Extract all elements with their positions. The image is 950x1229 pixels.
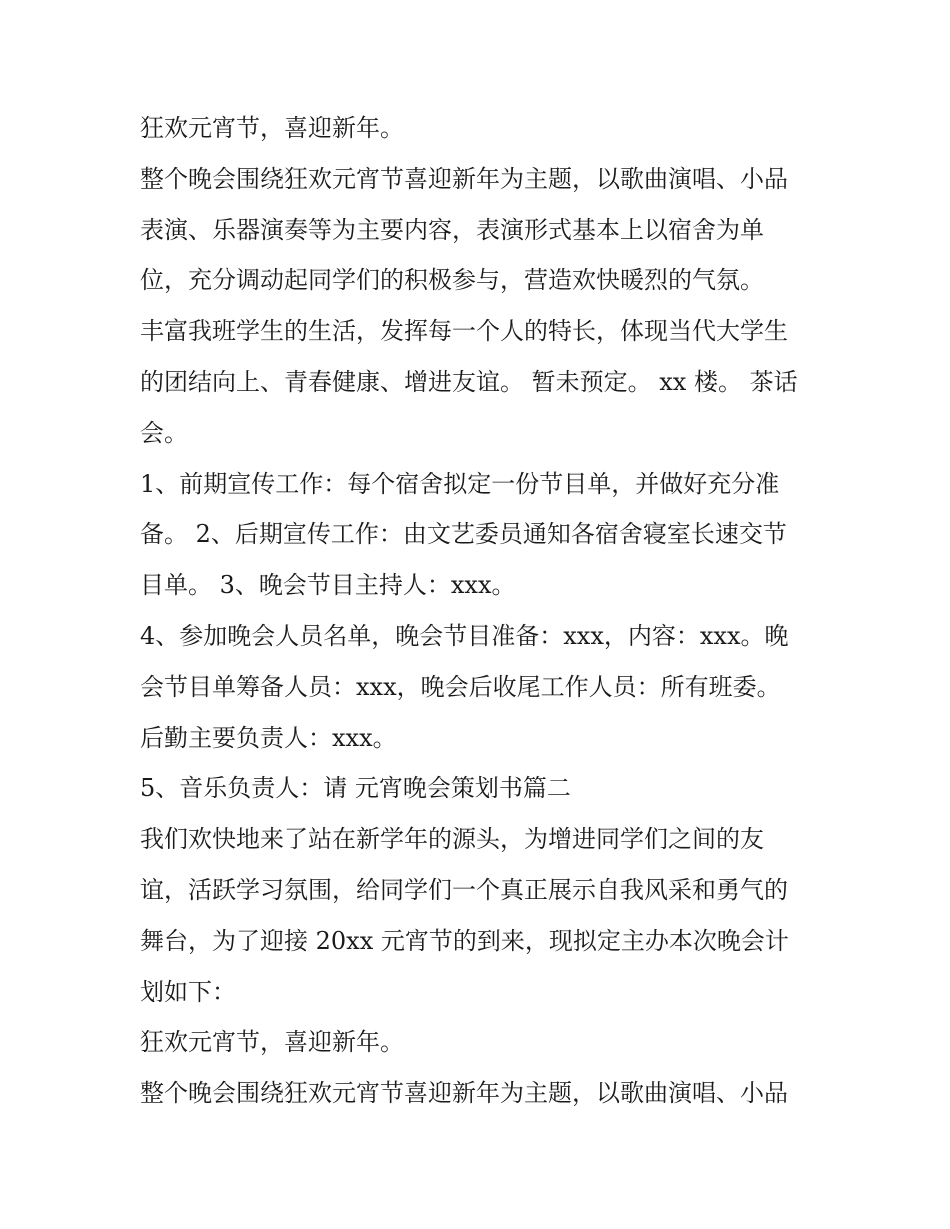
text-line: 整个晚会围绕狂欢元宵节喜迎新年为主题，以歌曲演唱、小品 — [140, 1079, 788, 1108]
document-body — [140, 103, 820, 1119]
text-line: 位，充分调动起同学们的积极参与，营造欢快暖烈的气氛。 — [140, 266, 764, 295]
text-line: 会。 — [140, 418, 188, 447]
text-line: 丰富我班学生的生活，发挥每一个人的特长，体现当代大学生 — [140, 317, 788, 346]
text-line: 我们欢快地来了站在新学年的源头，为增进同学们之间的友 — [140, 825, 764, 854]
text-line: 后勤主要负责人：xxx。 — [140, 723, 397, 752]
text-line: 整个晚会围绕狂欢元宵节喜迎新年为主题，以歌曲演唱、小品 — [140, 164, 788, 193]
text-line: 的团结向上、青春健康、增进友谊。 暂未预定。 xx 楼。 茶话 — [140, 367, 798, 396]
text-line: 狂欢元宵节，喜迎新年。 — [140, 1028, 404, 1057]
text-line: 1、前期宣传工作：每个宿舍拟定一份节目单，并做好充分准 — [140, 469, 780, 498]
text-line: 表演、乐器演奏等为主要内容，表演形式基本上以宿舍为单 — [140, 215, 764, 244]
text-line: 5、音乐负责人：请 元宵晚会策划书篇二 — [140, 774, 571, 803]
text-line: 谊，活跃学习氛围，给同学们一个真正展示自我风采和勇气的 — [140, 875, 788, 904]
text-line: 会节目单筹备人员：xxx，晚会后收尾工作人员：所有班委。 — [140, 672, 781, 701]
text-line: 备。 2、后期宣传工作：由文艺委员通知各宿舍寝室长速交节 — [140, 520, 787, 549]
text-line: 划如下： — [140, 977, 236, 1006]
text-line: 狂欢元宵节，喜迎新年。 — [140, 114, 404, 142]
text-line: 目单。 3、晚会节目主持人：xxx。 — [140, 571, 516, 600]
text-line: 舞台，为了迎接 20xx 元宵节的到来，现拟定主办本次晚会计 — [140, 926, 789, 955]
text-line: 4、参加晚会人员名单，晚会节目准备：xxx，内容：xxx。晚 — [140, 621, 789, 650]
